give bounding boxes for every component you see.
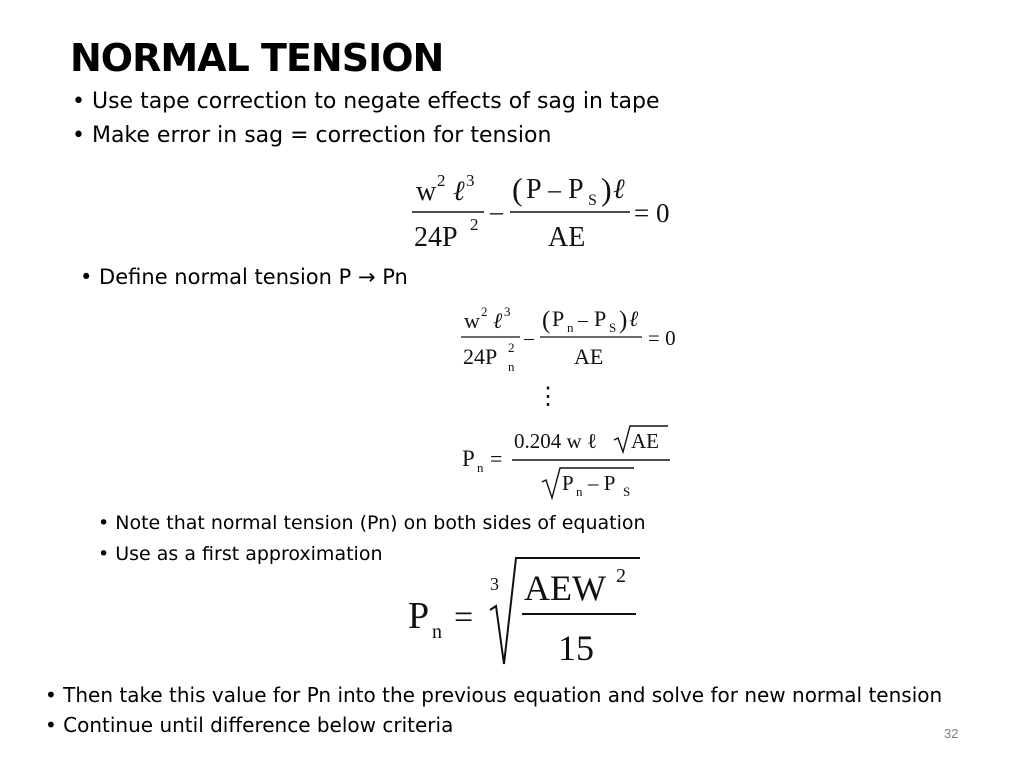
eq1-w: w <box>416 176 437 207</box>
eq3-equals: = <box>490 446 503 471</box>
eq2-minus: – <box>524 327 534 349</box>
eq2-Pn-sub: n <box>567 320 574 335</box>
eq4-AEW: AEW <box>524 568 606 608</box>
eq3-root-Pn: P <box>562 471 574 495</box>
eq1-Ps: P <box>568 174 584 205</box>
vertical-ellipsis <box>532 380 560 410</box>
eq1-den: 24P <box>414 222 458 253</box>
note-first-approximation: • Use as a first approximation <box>98 543 383 565</box>
eq1-den-exp: 2 <box>470 215 479 234</box>
page-title: NORMAL TENSION <box>70 36 444 80</box>
eq2-Pn: P <box>552 306 565 331</box>
bullet-define-normal-tension: • Define normal tension P → Pn <box>80 265 408 289</box>
eq1-minus-2: – <box>548 175 561 204</box>
eq1-l-2: ℓ <box>613 174 625 205</box>
eq3-minus-Ps: – P <box>588 471 616 495</box>
bullet-tape-correction: • Use tape correction to negate effects of sag in tape <box>72 89 660 114</box>
eq2-AE: AE <box>574 344 604 369</box>
equation-pn-solution <box>458 422 694 504</box>
eq4-equals: = <box>454 599 474 636</box>
eq2-lparen: ( <box>542 307 551 334</box>
eq4-fifteen: 15 <box>558 628 594 668</box>
eq2-w-exp: 2 <box>481 304 488 319</box>
equation-normal-tension <box>458 302 694 378</box>
eq1-equals-zero: = 0 <box>634 198 670 228</box>
eq3-root-Pn-sub: n <box>576 484 583 499</box>
eq2-Ps: P <box>594 306 607 331</box>
equation-sag-tension <box>408 168 698 260</box>
bullet-sag-error: • Make error in sag = correction for tension <box>72 123 552 148</box>
eq4-Pn: P <box>408 595 430 637</box>
eq2-l-2: ℓ <box>629 306 639 331</box>
eq1-Ps-sub: S <box>588 192 597 209</box>
eq1-l-exp: 3 <box>466 171 475 190</box>
eq3-Pn-sub: n <box>477 460 484 475</box>
bullet-continue: • Continue until difference below criteria <box>45 713 454 737</box>
eq1-l: ℓ <box>453 176 465 207</box>
eq2-Ps-sub: S <box>609 320 617 335</box>
eq2-minus-2: – <box>578 309 588 331</box>
eq3-Ps-sub: S <box>623 484 631 499</box>
bullet-iterate: • Then take this value for Pn into the previous equation and solve for new normal tension <box>45 683 943 707</box>
eq2-rparen: ) <box>619 307 628 334</box>
eq3-coef: 0.204 w ℓ <box>514 429 597 453</box>
eq1-rparen: ) <box>601 171 612 207</box>
eq4-W-exp: 2 <box>616 565 626 587</box>
eq1-w-exp: 2 <box>437 171 446 190</box>
eq2-w: w <box>464 308 480 333</box>
eq3-root-AE: AE <box>631 429 659 453</box>
eq3-Pn: P <box>462 446 475 471</box>
eq2-equals-zero: = 0 <box>648 326 676 350</box>
equation-first-approximation <box>404 556 654 670</box>
eq2-l-exp: 3 <box>504 304 511 319</box>
eq4-root-index: 3 <box>490 574 499 594</box>
eq2-den-exp: 2 <box>508 340 515 355</box>
note-pn-both-sides: • Note that normal tension (Pn) on both sides of equation <box>98 512 646 534</box>
eq2-l: ℓ <box>493 308 503 333</box>
eq4-Pn-sub: n <box>432 621 442 643</box>
ellipsis-glyph: ⋮ <box>536 384 560 410</box>
eq1-minus: – <box>490 197 503 226</box>
eq2-den-sub: n <box>508 359 515 374</box>
eq1-AE: AE <box>548 222 586 253</box>
eq1-P: P <box>526 174 542 205</box>
eq1-lparen: ( <box>512 171 523 207</box>
page-number: 32 <box>944 726 959 741</box>
eq2-den: 24P <box>463 344 498 369</box>
